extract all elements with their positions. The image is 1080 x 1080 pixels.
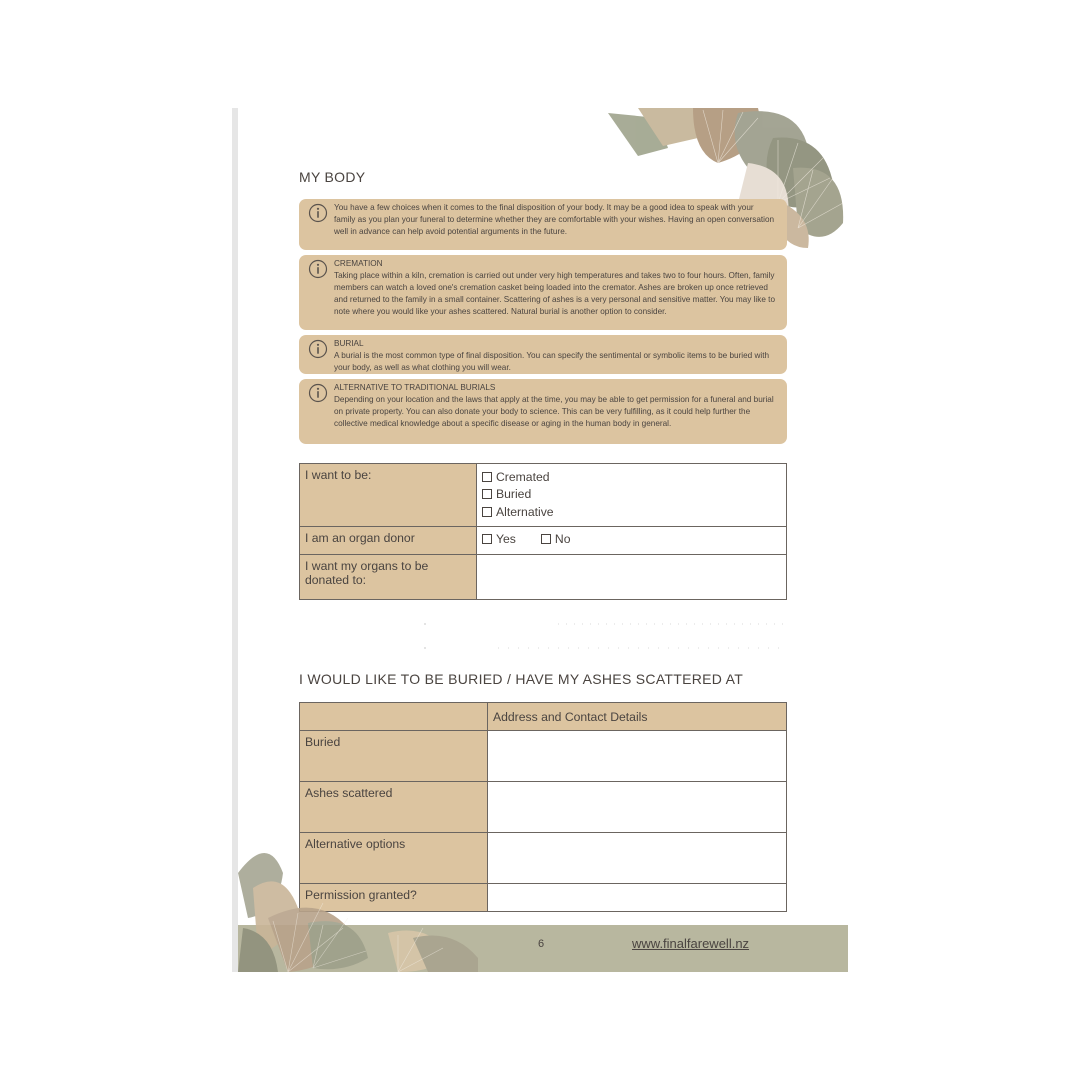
ashes-scattered-label: Ashes scattered — [300, 782, 488, 833]
website-link[interactable]: www.finalfarewell.nz — [632, 936, 750, 951]
buried-details-field[interactable] — [488, 731, 787, 782]
table-row — [300, 464, 787, 527]
info-box-cremation — [299, 255, 787, 330]
disposition-options — [477, 464, 787, 527]
info-heading: ALTERNATIVE TO TRADITIONAL BURIALS — [334, 383, 496, 392]
no-label: No — [554, 531, 571, 546]
option-label: Alternative — [496, 504, 554, 519]
section-title-my-body: MY BODY — [299, 169, 366, 185]
document-page — [238, 108, 848, 972]
option-label: Buried — [496, 487, 532, 502]
info-heading: CREMATION — [334, 259, 383, 268]
disposition-form-table — [299, 463, 787, 600]
permission-granted-label: Permission granted? — [300, 884, 488, 912]
info-text: Taking place within a kiln, cremation is carried out under very high temperatures and takes two to four hours. Often, family members can watch a loved one's cremation casket being loaded into the cremator. Ashes are broken up once retrieved and returned to the family in a small container. Scattering of ashes is a very personal and sensitive matter. You may like to note where you would like your ashes scattered. Natural burial is another option to consider. — [334, 270, 775, 316]
info-circle-icon — [308, 259, 328, 279]
table-header-row — [300, 703, 787, 731]
alternative-options-label: Alternative options — [300, 833, 488, 884]
ashes-scattered-details-field[interactable] — [488, 782, 787, 833]
info-text: A burial is the most common type of final disposition. You can specify the sentimental or symbolic items to be buried with your body, as well as what clothing you will wear. — [334, 350, 770, 372]
organ-donor-no-checkbox[interactable] — [541, 534, 551, 544]
organs-donated-to-label: I want my organs to be donated to: — [300, 555, 477, 600]
faint-dotted-line — [298, 621, 788, 627]
yes-label: Yes — [496, 531, 516, 546]
info-box-burial — [299, 335, 787, 374]
info-circle-icon — [308, 203, 328, 223]
buried-label: Buried — [300, 731, 488, 782]
want-to-be-label: I want to be: — [300, 464, 477, 527]
faint-dotted-line — [298, 645, 788, 651]
alternative-checkbox[interactable] — [482, 507, 492, 517]
section-title-burial-location: I WOULD LIKE TO BE BURIED / HAVE MY ASHES SCATTERED AT — [299, 671, 744, 687]
organ-donor-yes-checkbox[interactable] — [482, 534, 492, 544]
table-row — [300, 527, 787, 555]
option-cremated — [482, 468, 781, 486]
organ-donor-options — [477, 527, 787, 555]
table-row — [300, 555, 787, 600]
info-box-alternative — [299, 379, 787, 444]
option-buried — [482, 486, 781, 504]
info-circle-icon — [308, 339, 328, 359]
table-row — [300, 782, 787, 833]
organ-donor-label: I am an organ donor — [300, 527, 477, 555]
info-text: You have a few choices when it comes to the final disposition of your body. It may be a good idea to speak with your family as you plan your funeral to determine whether they are comfortable with your wishes. Having an open conversation well in advance can help avoid potential arguments in the future. — [334, 203, 775, 236]
buried-checkbox[interactable] — [482, 489, 492, 499]
info-heading: BURIAL — [334, 339, 364, 348]
page-number: 6 — [538, 938, 545, 950]
leaf-decoration-bottom-left — [238, 833, 488, 972]
yes-no-line — [482, 531, 781, 546]
organs-donated-to-field[interactable] — [477, 555, 787, 600]
empty-header-cell — [300, 703, 488, 731]
option-label: Cremated — [496, 469, 550, 484]
table-row — [300, 731, 787, 782]
info-box-intro — [299, 199, 787, 250]
alternative-options-details-field[interactable] — [488, 833, 787, 884]
permission-granted-field[interactable] — [488, 884, 787, 912]
address-contact-header: Address and Contact Details — [488, 703, 787, 731]
info-text: Depending on your location and the laws that apply at the time, you may be able to get permission for a funeral and burial on private property. You can also donate your body to science. This can be very fulfilling, as it could help further the collective medical knowledge about a specific disease or aging in the human body in general. — [334, 394, 774, 428]
info-circle-icon — [308, 383, 328, 403]
option-alternative — [482, 503, 781, 521]
cremated-checkbox[interactable] — [482, 472, 492, 482]
